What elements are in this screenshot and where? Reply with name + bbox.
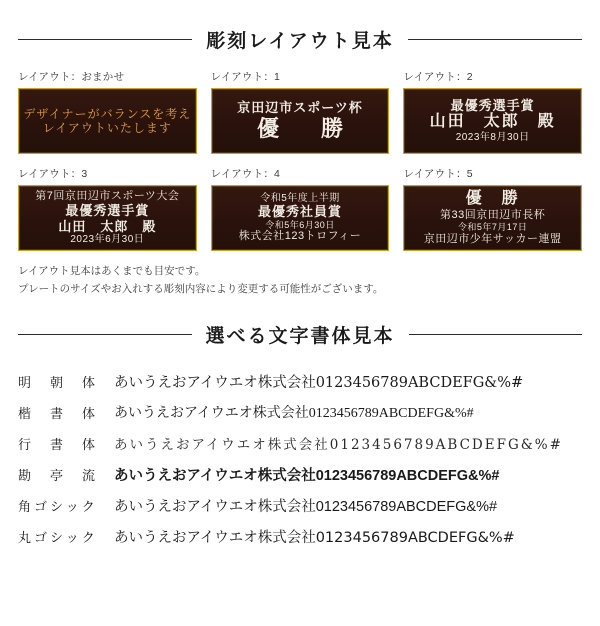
font-sample-row	[18, 366, 582, 397]
plate-line: 山田 太郎 殿	[429, 113, 556, 131]
plate-line: 2023年6月30日	[70, 233, 145, 245]
layout-sample-label: レイアウト：4	[210, 168, 281, 180]
plate-line: 令和5年6月30日	[265, 219, 335, 230]
plate-line: レイアウトいたします	[42, 121, 172, 135]
layout-sample-label: レイアウト：3	[18, 168, 88, 180]
layout-sample-cell	[18, 166, 197, 251]
plate-line: 第7回京田辺市スポーツ大会	[35, 190, 180, 203]
layout-section-title: 彫刻レイアウト見本	[206, 31, 394, 52]
plate-line: 最優秀選手賞	[65, 203, 150, 219]
plate-line: 令和5年度上半期	[260, 192, 340, 204]
plate-line: 株式会社123トロフィー	[238, 230, 362, 243]
plate-line: 京田辺市スポーツ杯	[237, 100, 363, 116]
font-sample-text: あいうえおアイウエオ株式会社0123456789ABCDEFG&%#	[114, 529, 515, 546]
font-section-heading	[0, 321, 600, 348]
font-sample-text: あいうえおアイウエオ株式会社0123456789ABCDEFG&%#	[114, 437, 563, 454]
plate-line: 第33回京田辺市長杯	[440, 209, 546, 222]
plate-line: 京田辺市少年サッカー連盟	[423, 232, 562, 245]
engraving-plate	[18, 185, 197, 251]
plate-line: 令和5年7月17日	[457, 222, 528, 233]
heading-rule-right	[408, 39, 582, 40]
plate-line: 優 勝	[465, 190, 520, 208]
font-sample-row	[18, 397, 582, 428]
layout-sample-cell	[211, 69, 390, 154]
plate-line: デザイナーがバランスを考え	[23, 106, 192, 121]
plate-line: 優 勝	[256, 115, 353, 141]
heading-rule-left	[18, 334, 192, 335]
plate-line: 山田 太郎 殿	[58, 218, 157, 234]
font-section-title: 選べる文字書体見本	[205, 325, 395, 347]
font-sample-text: あいうえおアイウエオ株式会社0123456789ABCDEFG&%#	[114, 498, 498, 515]
font-name-label: 楷 書 体	[18, 405, 99, 421]
heading-rule-left	[18, 39, 192, 40]
layout-section-heading	[0, 26, 600, 53]
font-name-label: 行 書 体	[18, 436, 99, 452]
engraving-plate	[211, 88, 390, 154]
note-line: プレートのサイズやお入れする彫刻内容により変更する可能性がございます。	[18, 282, 384, 295]
plate-line: 最優秀社員賞	[257, 204, 342, 220]
font-sample-text: あいうえおアイウエオ株式会社0123456789ABCDEFG&%#	[114, 374, 524, 391]
layout-sample-cell	[403, 166, 582, 251]
layout-sample-label: レイアウト：5	[403, 168, 473, 180]
plate-line: 2023年8月30日	[455, 132, 530, 144]
font-name-label: 角ゴシック	[18, 498, 98, 514]
engraving-plate	[18, 88, 197, 154]
font-name-label: 丸ゴシック	[18, 529, 98, 545]
layout-sample-grid	[18, 69, 582, 251]
font-name-label: 勘 亭 流	[18, 467, 99, 483]
font-sample-row	[18, 459, 582, 490]
layout-sample-cell	[403, 69, 582, 154]
font-sample-row	[18, 521, 582, 552]
engraving-plate	[403, 88, 582, 154]
layout-sample-cell	[211, 166, 390, 251]
plate-line: 最優秀選手賞	[450, 98, 535, 113]
font-sample-row	[18, 490, 582, 521]
font-sample-row	[18, 428, 582, 459]
layout-sample-label: レイアウト：1	[210, 71, 281, 83]
layout-sample-label: レイアウト：おまかせ	[18, 71, 125, 83]
page-root	[0, 26, 600, 626]
layout-sample-cell	[18, 69, 197, 154]
font-sample-text: あいうえおアイウエオ株式会社0123456789ABCDEFG&%#	[114, 467, 500, 484]
font-sample-text: あいうえおアイウエオ株式会社0123456789ABCDEFG&%#	[114, 406, 474, 422]
note-line: レイアウト見本はあくまでも目安です。	[18, 265, 206, 277]
engraving-plate	[211, 185, 390, 251]
font-name-label: 明 朝 体	[18, 374, 99, 390]
engraving-plate	[403, 185, 582, 251]
heading-rule-right	[409, 334, 583, 335]
layout-sample-label: レイアウト：2	[403, 71, 473, 83]
layout-notes	[18, 263, 582, 299]
font-sample-table	[18, 366, 582, 552]
